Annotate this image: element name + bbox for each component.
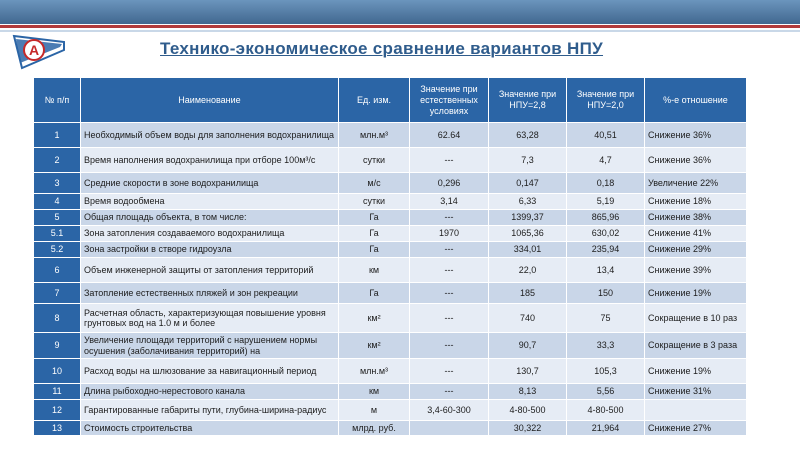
row-npu-20: 630,02 [567,226,645,242]
row-npu-28: 8,13 [489,384,567,400]
row-percent: Снижение 18% [645,194,747,210]
row-num: 10 [34,359,81,384]
row-npu-20: 13,4 [567,258,645,283]
row-npu-28: 1065,36 [489,226,567,242]
row-num: 12 [34,400,81,421]
table-header-row [34,78,747,123]
row-percent: Снижение 36% [645,123,747,148]
table-row [34,210,747,226]
logo-letter: А [28,42,40,58]
table-row [34,421,747,436]
row-natural: --- [410,359,489,384]
row-natural: --- [410,384,489,400]
table-row [34,194,747,210]
row-percent: Снижение 29% [645,242,747,258]
row-natural: --- [410,258,489,283]
row-name: Зона застройки в створе гидроузла [81,242,339,258]
page-title: Технико-экономическое сравнение вариантов НПУ [160,39,604,58]
table-body [34,123,747,436]
table-row [34,333,747,359]
row-percent: Снижение 19% [645,359,747,384]
row-unit: км [339,258,410,283]
row-natural: 3,4-60-300 [410,400,489,421]
row-npu-20: 5,56 [567,384,645,400]
row-npu-28: 740 [489,304,567,333]
row-natural: --- [410,283,489,304]
row-name: Время наполнения водохранилища при отборе 100м³/с [81,148,339,173]
table-row [34,242,747,258]
row-num: 5 [34,210,81,226]
row-percent [645,400,747,421]
row-percent: Сокращение в 10 раз [645,304,747,333]
row-npu-20: 5,19 [567,194,645,210]
row-unit: млрд. руб. [339,421,410,436]
row-npu-20: 4-80-500 [567,400,645,421]
row-name: Увеличение площади территорий с нарушением нормы осушения (заболачивания территорий) на [81,333,339,359]
row-num: 8 [34,304,81,333]
row-unit: км [339,384,410,400]
row-name: Зона затопления создаваемого водохранилища [81,226,339,242]
table-row [34,384,747,400]
row-percent: Снижение 39% [645,258,747,283]
row-name: Гарантированные габариты пути, глубина-ширина-радиус [81,400,339,421]
table-row [34,359,747,384]
row-npu-28: 4-80-500 [489,400,567,421]
table-row [34,304,747,333]
table-row [34,173,747,194]
table-row [34,258,747,283]
row-npu-28: 6,33 [489,194,567,210]
row-name: Длина рыбоходно-нерестового канала [81,384,339,400]
row-npu-28: 63,28 [489,123,567,148]
row-num: 7 [34,283,81,304]
row-name: Необходимый объем воды для заполнения водохранилища [81,123,339,148]
row-num: 13 [34,421,81,436]
row-num: 2 [34,148,81,173]
row-natural: --- [410,242,489,258]
row-natural: --- [410,333,489,359]
row-num: 11 [34,384,81,400]
row-percent: Снижение 36% [645,148,747,173]
row-npu-28: 7,3 [489,148,567,173]
row-natural [410,421,489,436]
table-row [34,400,747,421]
row-npu-28: 185 [489,283,567,304]
row-natural: 62.64 [410,123,489,148]
header-unit: Ед. изм. [339,78,410,123]
row-unit: Га [339,226,410,242]
row-num: 4 [34,194,81,210]
row-npu-28: 0,147 [489,173,567,194]
row-natural: --- [410,304,489,333]
row-npu-28: 30,322 [489,421,567,436]
row-natural: 3,14 [410,194,489,210]
row-num: 9 [34,333,81,359]
row-npu-20: 150 [567,283,645,304]
row-npu-28: 90,7 [489,333,567,359]
row-percent: Снижение 38% [645,210,747,226]
row-npu-20: 235,94 [567,242,645,258]
row-npu-28: 130,7 [489,359,567,384]
banner-red-line [0,25,800,28]
row-name: Расчетная область, характеризующая повышение уровня грунтовых вод на 1.0 м и более [81,304,339,333]
row-name: Расход воды на шлюзование за навигационный период [81,359,339,384]
row-name: Средние скорости в зоне водохранилища [81,173,339,194]
row-natural: 0,296 [410,173,489,194]
row-npu-20: 40,51 [567,123,645,148]
row-npu-28: 1399,37 [489,210,567,226]
row-percent: Снижение 27% [645,421,747,436]
row-unit: км² [339,304,410,333]
header-num: № п/п [34,78,81,123]
row-natural: --- [410,210,489,226]
row-unit: м/с [339,173,410,194]
ship-flag-logo-icon [10,28,68,72]
table-row [34,283,747,304]
row-unit: Га [339,283,410,304]
row-npu-20: 0,18 [567,173,645,194]
row-unit: км² [339,333,410,359]
row-num: 1 [34,123,81,148]
table-row [34,123,747,148]
row-npu-20: 21,964 [567,421,645,436]
header-npu-28: Значение при НПУ=2,8 [489,78,567,123]
row-num: 5.1 [34,226,81,242]
row-name: Стоимость строительства [81,421,339,436]
table-row [34,226,747,242]
row-unit: Га [339,210,410,226]
row-num: 6 [34,258,81,283]
row-npu-28: 22,0 [489,258,567,283]
row-unit: м [339,400,410,421]
row-name: Затопление естественных пляжей и зон рекреации [81,283,339,304]
row-npu-28: 334,01 [489,242,567,258]
row-unit: млн.м³ [339,123,410,148]
row-unit: сутки [339,148,410,173]
row-name: Время водообмена [81,194,339,210]
row-percent: Снижение 31% [645,384,747,400]
row-name: Объем инженерной защиты от затопления территорий [81,258,339,283]
row-npu-20: 105,3 [567,359,645,384]
row-npu-20: 865,96 [567,210,645,226]
row-natural: --- [410,148,489,173]
row-num: 5.2 [34,242,81,258]
row-percent: Снижение 41% [645,226,747,242]
row-natural: 1970 [410,226,489,242]
row-unit: сутки [339,194,410,210]
header-percent: %-е отношение [645,78,747,123]
header-name: Наименование [81,78,339,123]
row-npu-20: 33,3 [567,333,645,359]
row-num: 3 [34,173,81,194]
row-name: Общая площадь объекта, в том числе: [81,210,339,226]
row-unit: Га [339,242,410,258]
row-percent: Снижение 19% [645,283,747,304]
row-unit: млн.м³ [339,359,410,384]
row-npu-20: 4,7 [567,148,645,173]
row-percent: Увеличение 22% [645,173,747,194]
top-banner [0,0,800,24]
table-row [34,148,747,173]
header-npu-20: Значение при НПУ=2,0 [567,78,645,123]
row-npu-20: 75 [567,304,645,333]
row-percent: Сокращение в 3 раза [645,333,747,359]
comparison-table [33,77,747,436]
header-natural: Значение при естественных условиях [410,78,489,123]
